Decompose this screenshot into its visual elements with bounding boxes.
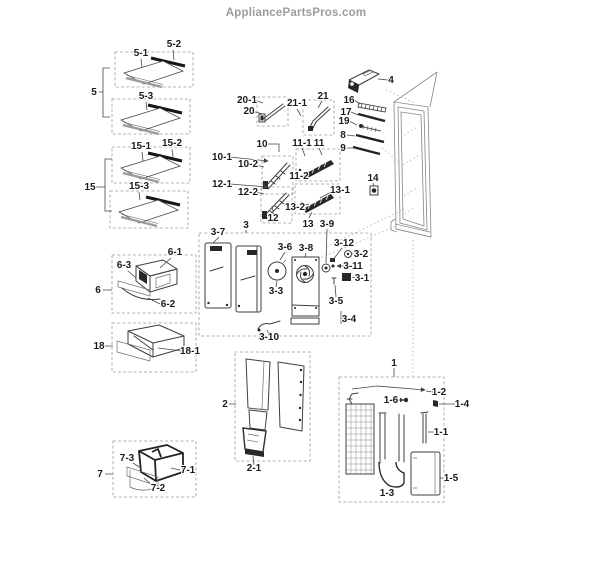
- tube-1-2-drawing: [352, 386, 425, 390]
- callout-7-1: 7-1: [180, 465, 196, 476]
- callout-17: 17: [340, 107, 352, 118]
- leader-4: [378, 79, 388, 80]
- callout-7: 7: [97, 469, 103, 480]
- callout-11-1: 11-1: [292, 138, 312, 149]
- callout-5-1: 5-1: [133, 48, 149, 59]
- callout-14: 14: [367, 173, 379, 184]
- callout-12: 12: [267, 213, 279, 224]
- leaders-7: [105, 463, 180, 486]
- group-21-rail: [287, 91, 334, 135]
- callout-11: 11: [313, 138, 325, 149]
- leaders-1: [394, 368, 455, 478]
- part-4-drawing: [348, 70, 394, 93]
- callout-11-2: 11-2: [289, 171, 309, 182]
- callout-3-8: 3-8: [298, 243, 314, 254]
- callout-18: 18: [93, 341, 105, 352]
- callout-13-2: 13-2: [284, 202, 306, 213]
- callout-20: 20: [243, 106, 255, 117]
- callout-6-3: 6-3: [116, 260, 132, 271]
- callout-1-5: 1-5: [443, 473, 459, 484]
- callout-6: 6: [95, 285, 101, 296]
- shelf-15-3-drawing: [119, 197, 180, 226]
- callout-3-4: 3-4: [341, 314, 357, 325]
- bracket-15: [96, 159, 112, 211]
- group-3-fan-cover: [199, 219, 371, 343]
- group-7-bucket: [97, 441, 196, 497]
- callout-7-3: 7-3: [119, 453, 135, 464]
- callout-5-2: 5-2: [166, 39, 182, 50]
- callout-2: 2: [222, 399, 228, 410]
- site-watermark: AppliancePartsPros.com: [225, 7, 367, 19]
- callout-12-1: 12-1: [211, 179, 233, 190]
- callout-21-1: 21-1: [286, 98, 308, 109]
- callout-15: 15: [84, 182, 96, 193]
- callout-7-2: 7-2: [150, 483, 166, 494]
- callout-18-1: 18-1: [179, 346, 201, 357]
- callout-1-3: 1-3: [379, 488, 395, 499]
- part-14-drawing: [367, 173, 379, 195]
- callout-1-6: 1-6: [383, 395, 399, 406]
- callout-9: 9: [340, 143, 346, 154]
- callout-10-2: 10-2: [237, 159, 259, 170]
- callout-1-4: 1-4: [454, 399, 470, 410]
- callout-10: 10: [256, 139, 268, 150]
- callout-1: 1: [391, 358, 397, 369]
- callout-3-6: 3-6: [277, 242, 293, 253]
- callout-6-2: 6-2: [160, 299, 176, 310]
- callout-16: 16: [343, 95, 355, 106]
- callout-20-1: 20-1: [236, 95, 258, 106]
- group-21-box: [303, 100, 334, 135]
- callout-1-2: 1-2: [431, 387, 447, 398]
- callout-3-12: 3-12: [333, 238, 355, 249]
- callout-15-2: 15-2: [161, 138, 183, 149]
- group-15-shelves: [84, 138, 190, 228]
- group-18-tray: [93, 323, 200, 372]
- callout-3-7: 3-7: [210, 227, 226, 238]
- group-2-cover-panels: [222, 352, 310, 474]
- door-hatch-marks: [403, 127, 419, 214]
- callout-12-2: 12-2: [237, 187, 259, 198]
- cabinet-opening-drawing: [318, 72, 437, 376]
- callout-1-1: 1-1: [433, 427, 449, 438]
- evaporator-coil-grid: [346, 404, 374, 474]
- callout-3: 3: [243, 220, 249, 231]
- callout-3-11: 3-11: [343, 261, 363, 272]
- callout-10-1: 10-1: [211, 152, 233, 163]
- shelf-5-3-drawing: [121, 105, 182, 134]
- callout-3-5: 3-5: [328, 296, 344, 307]
- callout-6-1: 6-1: [167, 247, 183, 258]
- callout-13-1: 13-1: [329, 185, 351, 196]
- callout-5: 5: [91, 87, 97, 98]
- shelf-15-1-drawing: [121, 153, 182, 182]
- shelf-5-1-drawing: [124, 58, 185, 87]
- callout-21: 21: [317, 91, 329, 102]
- callout-8: 8: [340, 130, 346, 141]
- callout-3-9: 3-9: [319, 219, 335, 230]
- callout-4: 4: [388, 75, 394, 86]
- group-5-shelves: [91, 39, 193, 134]
- group-6-case: [95, 247, 196, 313]
- group-1-evaporator: [339, 358, 470, 502]
- leader-10: [268, 144, 279, 152]
- callout-3-2: 3-2: [353, 249, 369, 260]
- bracket-5: [99, 68, 110, 117]
- group-20-rail: [237, 95, 288, 126]
- callout-3-10: 3-10: [258, 332, 280, 343]
- callout-15-3: 15-3: [128, 181, 150, 192]
- callout-5-3: 5-3: [138, 91, 154, 102]
- group-10-12-rails: [212, 139, 293, 224]
- callout-3-3: 3-3: [268, 286, 284, 297]
- callout-13: 13: [302, 219, 314, 230]
- callout-19: 19: [338, 116, 350, 127]
- callout-2-1: 2-1: [246, 463, 262, 474]
- group-right-small-parts: [338, 95, 386, 154]
- callout-3-1: 3-1: [354, 273, 370, 284]
- leader-12-2: [256, 192, 273, 211]
- callout-15-1: 15-1: [130, 141, 152, 152]
